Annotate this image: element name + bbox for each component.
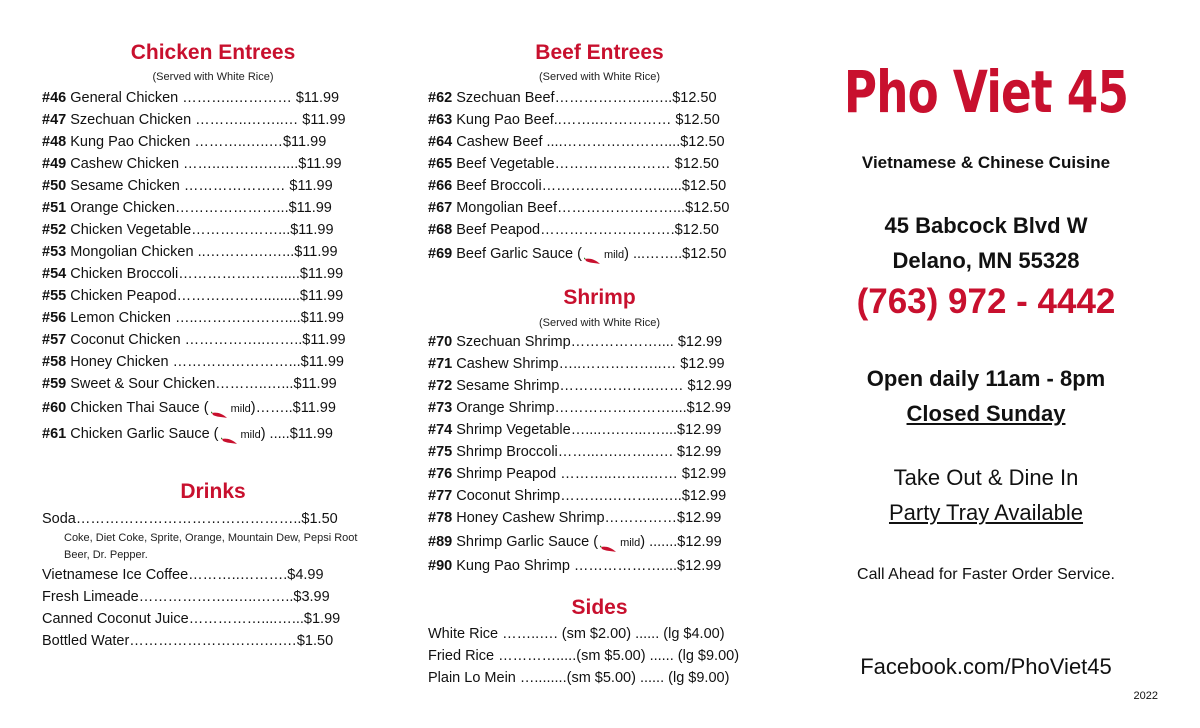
menu-item xyxy=(42,263,384,285)
item-label: Beef Peapod……………………….$12.50 xyxy=(452,222,719,238)
item-number: #54 xyxy=(42,266,67,282)
menu-item xyxy=(42,395,384,421)
chili-pepper-icon xyxy=(584,249,602,259)
open-hours: Open daily 11am - 8pm xyxy=(866,366,1106,391)
item-number: #70 xyxy=(428,334,453,350)
item-number: #53 xyxy=(42,244,67,260)
menu-item xyxy=(42,564,384,586)
item-label: Szechuan Beef………………..…..$12.50 xyxy=(452,90,717,106)
shrimp-subtitle: (Served with White Rice) xyxy=(538,317,661,329)
menu-item xyxy=(42,351,384,373)
item-number: #72 xyxy=(428,378,453,394)
menu-item xyxy=(428,645,771,667)
beef-entrees-title: Beef Entrees xyxy=(535,41,664,64)
menu-item xyxy=(428,353,771,375)
item-label: Kung Pao Beef..……..…………… $12.50 xyxy=(452,112,720,128)
item-label: Shrimp Peapod ………..……..…… $12.99 xyxy=(452,466,727,482)
menu-item xyxy=(428,87,771,109)
chili-pepper-icon xyxy=(211,403,229,413)
item-number: #76 xyxy=(428,466,453,482)
item-number: #61 xyxy=(42,426,67,442)
shrimp-title: Shrimp xyxy=(563,286,636,309)
item-number: #74 xyxy=(428,422,453,438)
spice-level-label: mild xyxy=(620,537,641,549)
item-price: )……..$11.99 xyxy=(250,400,336,416)
menu-item xyxy=(428,375,771,397)
menu-item xyxy=(428,463,771,485)
item-label: Orange Shrimp……………………....$12.99 xyxy=(452,400,732,416)
menu-item xyxy=(42,329,384,351)
menu-item xyxy=(428,241,771,267)
item-number: #68 xyxy=(428,222,453,238)
beef-subtitle: (Served with White Rice) xyxy=(538,71,661,83)
drinks-menu-list xyxy=(42,508,384,652)
item-label: Beef Broccoli……………………......$12.50 xyxy=(452,178,727,194)
menu-item xyxy=(42,285,384,307)
item-number: #52 xyxy=(42,222,67,238)
spice-level-label: mild xyxy=(230,403,251,415)
item-label: Kung Pao Chicken ………..…..…$11.99 xyxy=(66,134,327,150)
menu-item xyxy=(428,131,771,153)
address-line-2: Delano, MN 55328 xyxy=(892,248,1080,273)
item-label: Chicken Garlic Sauce ( xyxy=(66,426,219,442)
item-label: Coconut Shrimp……….………..…..$12.99 xyxy=(452,488,727,504)
item-price: ) .......$12.99 xyxy=(640,534,722,550)
menu-item xyxy=(428,109,771,131)
item-number: #56 xyxy=(42,310,67,326)
menu-item xyxy=(42,630,384,652)
item-number: #65 xyxy=(428,156,453,172)
item-number: #77 xyxy=(428,488,453,504)
item-label: Chicken Thai Sauce ( xyxy=(66,400,209,416)
item-label: Plain Lo Mein …........(sm $5.00) ...... (lg $9.00) xyxy=(428,670,730,686)
item-number: #51 xyxy=(42,200,67,216)
spice-level-label: mild xyxy=(603,249,625,261)
item-number: #78 xyxy=(428,510,453,526)
item-label: Fried Rice ………….....(sm $5.00) ...... (lg $9.00) xyxy=(428,648,740,664)
menu-item xyxy=(428,419,771,441)
menu-year: 2022 xyxy=(1133,690,1158,702)
item-number: #71 xyxy=(428,356,453,372)
item-label: Cashew Chicken ……..……….…....$11.99 xyxy=(66,156,342,172)
item-number: #60 xyxy=(42,400,67,416)
item-number: #67 xyxy=(428,200,453,216)
item-label: Cashew Shrimp…..……………..… $12.99 xyxy=(452,356,725,372)
menu-item xyxy=(428,197,771,219)
item-label: Beef Garlic Sauce ( xyxy=(452,246,582,262)
menu-item xyxy=(428,219,771,241)
menu-item xyxy=(42,153,384,175)
menu-item xyxy=(428,485,771,507)
service-type: Take Out & Dine In xyxy=(893,465,1079,490)
item-label: Honey Cashew Shrimp……………$12.99 xyxy=(452,510,722,526)
left-column xyxy=(42,0,384,728)
item-label: Beef Vegetable…………………… $12.50 xyxy=(452,156,719,172)
item-label: Sweet & Sour Chicken………..…...$11.99 xyxy=(66,376,337,392)
item-label: Shrimp Garlic Sauce ( xyxy=(452,534,599,550)
item-price: ) .....$11.99 xyxy=(260,426,333,442)
item-label: Sesame Shrimp………………..…… $12.99 xyxy=(452,378,732,394)
closed-day: Closed Sunday xyxy=(906,401,1066,426)
menu-item xyxy=(428,441,771,463)
menu-item xyxy=(428,529,771,555)
item-label: General Chicken ………..………… $11.99 xyxy=(66,90,340,106)
menu-item xyxy=(42,131,384,153)
item-number: #50 xyxy=(42,178,67,194)
menu-item xyxy=(42,197,384,219)
item-label: Chicken Peapod……………….........$11.99 xyxy=(66,288,344,304)
menu-item xyxy=(428,507,771,529)
cuisine-subtitle: Vietnamese & Chinese Cuisine xyxy=(861,153,1111,172)
menu-item xyxy=(42,109,384,131)
item-label: Kung Pao Shrimp ………………....$12.99 xyxy=(452,558,722,574)
item-label: Honey Chicken ……………………...$11.99 xyxy=(66,354,344,370)
item-label: Shrimp Broccoli……...….……..…. $12.99 xyxy=(452,444,722,460)
item-label: Canned Coconut Juice……………....…...$1.99 xyxy=(42,611,341,627)
party-tray-note: Party Tray Available xyxy=(888,500,1084,525)
item-label: Mongolian Chicken ..………….…...$11.99 xyxy=(66,244,338,260)
item-number: #57 xyxy=(42,332,67,348)
item-label: Coconut Chicken ……………..……..$11.99 xyxy=(66,332,346,348)
item-number: #73 xyxy=(428,400,453,416)
item-number: #63 xyxy=(428,112,453,128)
item-number: #48 xyxy=(42,134,67,150)
item-label: Soda………………………………………..$1.50 xyxy=(42,511,338,527)
item-label: Bottled Water……………………….….…$1.50 xyxy=(42,633,334,649)
item-label: Orange Chicken…………………...$11.99 xyxy=(66,200,332,216)
item-number: #46 xyxy=(42,90,67,106)
item-number: #49 xyxy=(42,156,67,172)
menu-item xyxy=(42,219,384,241)
item-number: #66 xyxy=(428,178,453,194)
item-number: #62 xyxy=(428,90,453,106)
item-number: #55 xyxy=(42,288,67,304)
sides-menu-list xyxy=(428,623,771,689)
item-number: #90 xyxy=(428,558,453,574)
menu-item xyxy=(42,175,384,197)
item-number: #69 xyxy=(428,246,453,262)
restaurant-logo-title: Pho Viet 45 xyxy=(843,58,1129,126)
item-label: Cashew Beef ....…………………....$12.50 xyxy=(452,134,725,150)
menu-item xyxy=(428,331,771,353)
item-number: #59 xyxy=(42,376,67,392)
menu-item xyxy=(42,586,384,608)
item-label: Fresh Limeade………………..…..……..$3.99 xyxy=(42,589,330,605)
item-label: White Rice ……..…. (sm $2.00) ...... (lg $4.00) xyxy=(428,626,725,642)
address-line-1: 45 Babcock Blvd W xyxy=(884,213,1088,238)
phone-number: (763) 972 - 4442 xyxy=(856,282,1116,321)
menu-item xyxy=(42,307,384,329)
item-number: #47 xyxy=(42,112,67,128)
menu-item xyxy=(42,508,384,530)
chicken-menu-list xyxy=(42,87,384,447)
middle-column xyxy=(428,0,771,728)
menu-item xyxy=(42,421,384,447)
right-column xyxy=(800,0,1172,728)
item-label: Shrimp Vegetable…....….…...…....$12.99 xyxy=(452,422,722,438)
item-number: #75 xyxy=(428,444,453,460)
menu-item xyxy=(42,373,384,395)
item-label: Lemon Chicken …..………………....$11.99 xyxy=(66,310,344,326)
facebook-link: Facebook.com/PhoViet45 xyxy=(860,654,1112,679)
menu-item xyxy=(428,667,771,689)
item-label: Vietnamese Ice Coffee………..……….$4.99 xyxy=(42,567,324,583)
item-label: Chicken Broccoli………………….....$11.99 xyxy=(66,266,344,282)
menu-item xyxy=(428,153,771,175)
call-ahead-note: Call Ahead for Faster Order Service. xyxy=(857,566,1115,583)
item-number: #58 xyxy=(42,354,67,370)
sides-title: Sides xyxy=(571,596,628,619)
beef-menu-list xyxy=(428,87,771,267)
menu-item xyxy=(428,623,771,645)
item-label: Sesame Chicken ………………… $11.99 xyxy=(66,178,333,194)
item-label: Chicken Vegetable………………...$11.99 xyxy=(66,222,334,238)
spice-level-label: mild xyxy=(240,429,261,441)
menu-item xyxy=(428,555,771,577)
menu-item xyxy=(42,87,384,109)
menu-item xyxy=(428,175,771,197)
item-number: #89 xyxy=(428,534,453,550)
item-number: #64 xyxy=(428,134,453,150)
menu-item xyxy=(42,608,384,630)
item-label: Szechuan Shrimp……………….... $12.99 xyxy=(452,334,723,350)
chicken-entrees-title: Chicken Entrees xyxy=(130,41,296,64)
shrimp-menu-list xyxy=(428,331,771,577)
menu-item xyxy=(42,241,384,263)
item-label: Mongolian Beef……………………...$12.50 xyxy=(452,200,730,216)
drink-options-note: Coke, Diet Coke, Sprite, Orange, Mountain Dew, Pepsi Root Beer, Dr. Pepper. xyxy=(64,532,358,561)
drinks-title: Drinks xyxy=(180,480,246,503)
chili-pepper-icon xyxy=(600,537,618,547)
item-label: Szechuan Chicken ………..……..… $11.99 xyxy=(66,112,346,128)
item-price: ) ...……..$12.50 xyxy=(624,246,727,262)
chili-pepper-icon xyxy=(221,429,239,439)
menu-item xyxy=(428,397,771,419)
chicken-subtitle: (Served with White Rice) xyxy=(152,71,274,83)
